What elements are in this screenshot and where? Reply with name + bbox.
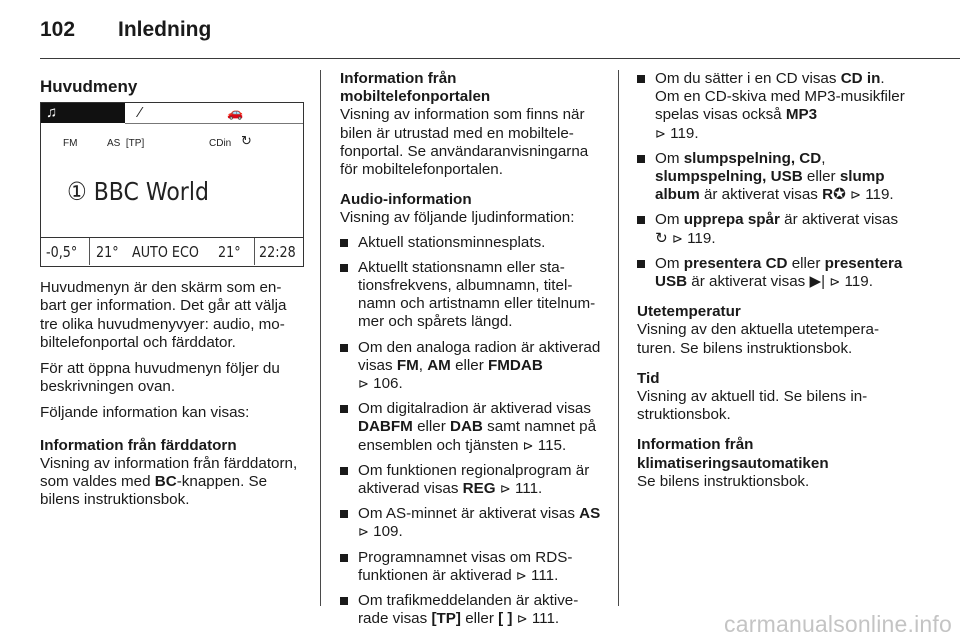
text: Om AS-minnet är aktiverat visas (358, 505, 580, 523)
column-divider (320, 70, 321, 606)
paragraph: Visning av följande ljudinformation: (340, 209, 575, 227)
list-item (637, 70, 905, 143)
subheading: Information från mobiltelefonportalen (340, 70, 491, 106)
subheading: Utetemperatur (637, 303, 741, 321)
text: FM (396, 356, 419, 374)
text: DAB (449, 418, 483, 436)
text: Om du sätter i en CD visas (655, 70, 841, 87)
audio-info-list (340, 234, 602, 629)
bc-button-label: BC (154, 473, 177, 491)
list-item (340, 462, 602, 498)
text: Aktuellt stationsnamn eller stationsfrekvens, albumnamn, titelnamn och artistnamn eller titelnummer och spårets längd. (358, 258, 596, 331)
text: Om (655, 211, 684, 229)
watermark: carmanualsonline.info (724, 611, 952, 637)
chapter-title: Inledning (118, 18, 212, 41)
page-ref-icon: ⊳ (829, 274, 841, 290)
list-item (340, 259, 602, 332)
repeat-icon: ↻ (241, 133, 252, 149)
scan-icon: ▶| (809, 273, 826, 291)
list-item (637, 211, 905, 247)
text: Om funktionen regionalprogram är aktiverad visas (358, 461, 590, 498)
text: Om trafikmeddelanden är aktiverade visas (358, 592, 579, 628)
text: är aktiverat visas (687, 273, 810, 291)
page-ref[interactable]: 109. (373, 523, 403, 541)
text: presentera CD (683, 254, 788, 272)
paragraph: Se bilens instruktionsbok. (637, 472, 810, 490)
text: AS (579, 505, 601, 523)
column-2 (340, 70, 602, 628)
text: DABFM (358, 418, 413, 436)
text: slumpspelning, USB (655, 168, 803, 186)
list-item (340, 339, 602, 394)
screen-tab-audio (41, 103, 126, 123)
text: -knappen. Se bilens instruktionsbok. (40, 473, 268, 509)
section-time (637, 370, 905, 425)
paragraph: För att öppna huvudmenyn följer du beskrivningen ovan. (40, 360, 280, 396)
repeat-icon: ↻ (655, 229, 668, 247)
paragraph: Visning av den aktuella utetemperaturen. Se bilens instruktionsbok. (637, 321, 880, 357)
screen-footer (41, 237, 303, 266)
text: eller (412, 418, 450, 436)
list-item (340, 234, 602, 252)
text: , (821, 149, 826, 167)
page-ref-icon: ⊳ (516, 611, 528, 627)
text: AM (427, 356, 451, 374)
paragraph: Huvudmenyn är den skärm som enbart ger information. Det går att välja tre olika huvudmenyvyer: audio, mobiltelefonportal och färddator. (40, 279, 287, 351)
text: FMDAB (487, 356, 543, 374)
section-climate (637, 436, 905, 491)
text: Om digitalradion är aktiverad visas (358, 400, 591, 418)
text: Visning av information från färddatorn, som valdes med (40, 454, 298, 491)
page-ref-icon: ⊳ (358, 524, 369, 540)
phone-icon: ⁄ (139, 104, 142, 122)
text: eller (450, 356, 488, 374)
page-ref-icon: ⊳ (850, 187, 861, 203)
text: [ ] (498, 610, 513, 628)
text: Programnamnet visas om RDS-funktionen är aktiverad (358, 548, 573, 584)
page-ref[interactable]: 111. (531, 610, 560, 628)
text: är aktiverat visas (779, 211, 899, 229)
page-ref-icon: ⊳ (522, 437, 534, 453)
screen-tab-trip (210, 103, 303, 124)
subheading: Audio-information (340, 191, 472, 209)
screen-outside-temp: -0,5° (46, 243, 78, 262)
screen-tab-phone (125, 103, 211, 124)
text: samt namnet på ensemblen och tjänsten (358, 418, 597, 454)
cd-info-list (637, 70, 905, 291)
text: Om (655, 254, 684, 272)
screen-clock: 22:28 (259, 243, 296, 262)
page-number: 102 (40, 18, 76, 41)
page-ref-icon: ⊳ (358, 376, 369, 392)
text: , (418, 356, 428, 374)
page-ref[interactable]: 119. (865, 186, 894, 204)
subheading: Information från klimatiseringsautomatiken (637, 436, 829, 472)
page-ref[interactable]: 119. (844, 273, 873, 291)
page-ref[interactable]: 119. (687, 229, 716, 247)
section-outside-temp (637, 303, 905, 358)
list-item (340, 592, 602, 628)
screen-as-tp-label: AS [TP] (107, 138, 145, 150)
text: slump album (655, 168, 885, 204)
text: Aktuell stationsminnesplats. (358, 233, 546, 251)
main-menu-screen-illustration (40, 102, 304, 267)
screen-tabs (41, 103, 303, 123)
list-item (340, 505, 602, 541)
page-header (40, 18, 211, 42)
list-item (637, 255, 905, 291)
screen-fm-label: FM (63, 138, 78, 150)
text: MP3 (785, 106, 818, 124)
page-ref[interactable]: 106. (373, 375, 403, 393)
paragraph: Visning av aktuell tid. Se bilens instruktionsbok. (637, 388, 868, 424)
subheading: Information från färddatorn (40, 436, 237, 454)
music-note-icon: ♫ (46, 104, 58, 122)
column-divider (618, 70, 619, 606)
page-ref-icon: ⊳ (655, 125, 666, 141)
text: slumpspelning, CD (683, 149, 822, 167)
random-icon: R✪ (822, 186, 846, 204)
text: eller (802, 168, 840, 186)
page-ref-icon: ⊳ (515, 567, 527, 583)
page-ref[interactable]: 119. (670, 124, 699, 142)
text: upprepa spår (683, 211, 780, 229)
screen-temp-left: 21° (96, 243, 119, 262)
text: presentera USB (655, 254, 903, 291)
list-item (637, 150, 905, 205)
text: eller (460, 610, 499, 628)
section-heading-main-menu: Huvudmeny (40, 77, 138, 96)
text: . Om en CD-skiva med MP3-musikfiler spelas visas också (655, 70, 905, 124)
page-ref[interactable]: 115. (537, 436, 567, 454)
paragraph: Visning av information som finns när bilen är utrustad med en mobiltelefonportal. Se användaranvisningarna för mobiltelefonportalen. (340, 106, 589, 179)
page-ref[interactable]: 111. (531, 566, 559, 584)
page-ref-icon: ⊳ (499, 481, 511, 497)
paragraph: Följande information kan visas: (40, 404, 250, 422)
screen-temp-right: 21° (218, 243, 241, 262)
car-icon: 🚗 (227, 105, 244, 121)
text: [TP] (431, 610, 461, 628)
screen-climate-box (89, 238, 255, 265)
text: Om (655, 149, 684, 167)
page-ref[interactable]: 111. (514, 480, 543, 498)
page-ref-icon: ⊳ (671, 230, 683, 246)
column-3 (637, 70, 905, 606)
text: CD in (840, 70, 881, 87)
text: eller (787, 254, 825, 272)
text: Om den analoga radion är aktiverad visas (358, 338, 601, 374)
screen-cdin-label: CDin (209, 138, 232, 150)
text: REG (462, 480, 496, 498)
list-item (340, 549, 602, 585)
screen-auto-eco: AUTO ECO (132, 243, 199, 262)
list-item (340, 400, 602, 455)
subheading: Tid (637, 369, 660, 387)
screen-station-name: ① BBC World (67, 177, 209, 207)
section-phone-portal (340, 70, 602, 179)
paragraph (40, 455, 302, 510)
header-rule (40, 58, 960, 59)
column-1 (40, 70, 302, 606)
text: är aktiverat visas (699, 186, 823, 204)
